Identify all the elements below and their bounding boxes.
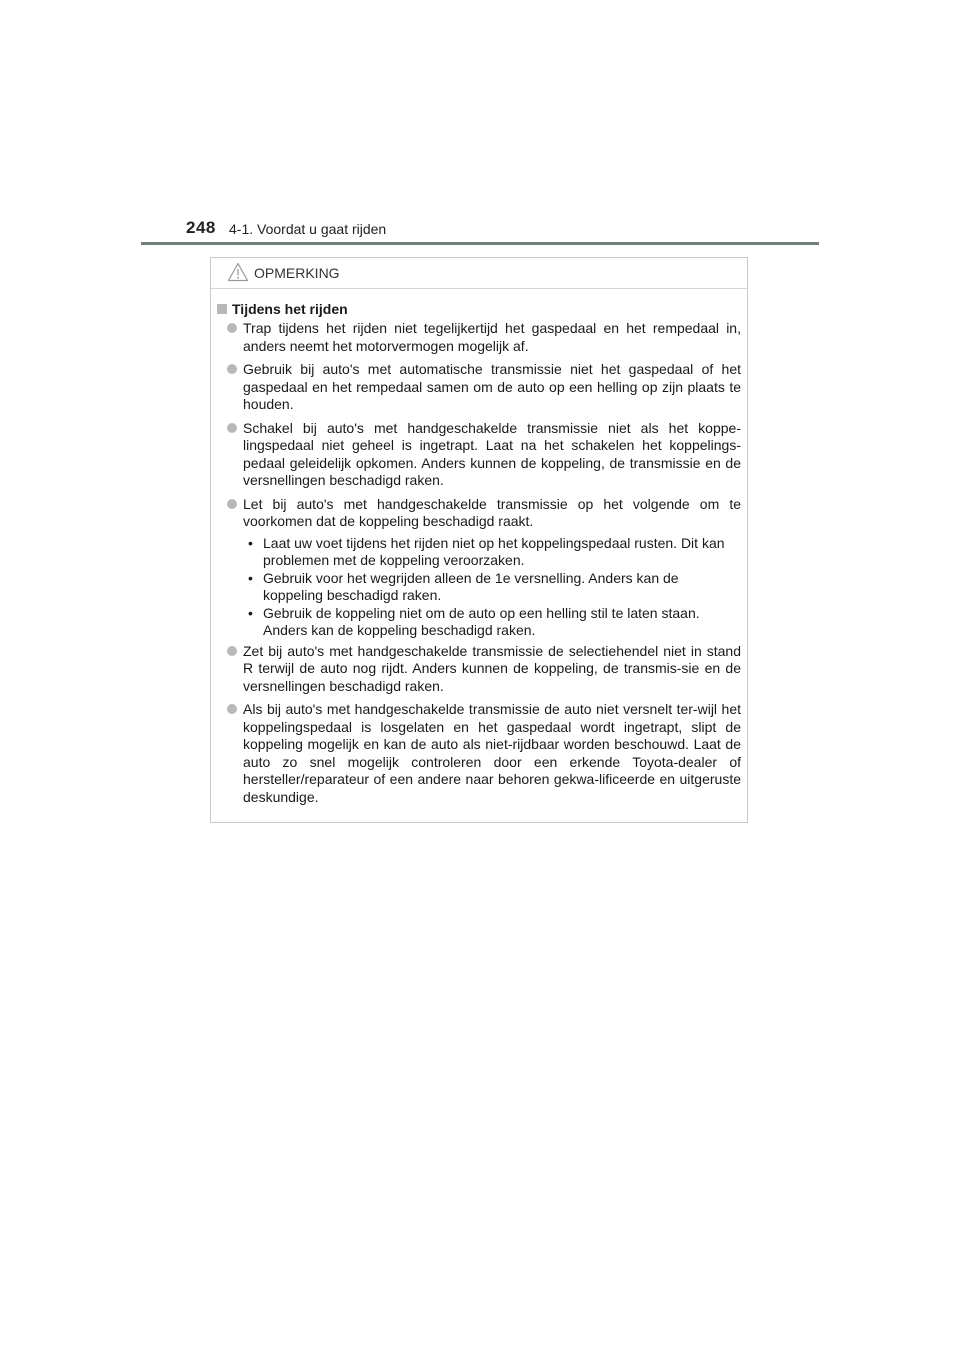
circle-bullet-icon [227,364,237,374]
dot-bullet: • [248,604,253,621]
subheading [217,301,741,318]
notice-box [210,257,748,823]
notice-header [211,258,747,289]
list-item [217,320,741,355]
page-number: 248 [186,218,216,237]
list-item [217,701,741,806]
list-item [217,361,741,414]
sub-list-item [217,535,741,570]
list-item-text: Let bij auto's met handgeschakelde transmissie op het volgende om te voorkomen dat de koppeling beschadigd raakt. [243,495,741,529]
circle-bullet-icon [227,499,237,509]
circle-bullet-icon [227,423,237,433]
warning-triangle-icon [227,262,249,282]
square-bullet-icon [217,304,227,314]
circle-bullet-icon [227,704,237,714]
sub-list-item [217,570,741,605]
section-title: 4-1. Voordat u gaat rijden [229,221,387,237]
circle-bullet-icon [227,323,237,333]
list-item-text: Zet bij auto's met handgeschakelde transmissie de selectiehendel niet in stand R terwijl de auto nog rijdt. Anders kunnen de koppeling, de transmis-sie en de versnellingen beschadigd raken. [243,642,741,694]
circle-bullet-icon [227,646,237,656]
dot-bullet: • [248,534,253,551]
list-item [217,496,741,531]
sub-list-item-text: Gebruik voor het wegrijden alleen de 1e versnelling. Anders kan de koppeling beschadigd raken. [263,569,679,603]
dot-bullet: • [248,569,253,586]
list-item-text: Schakel bij auto's met handgeschakelde transmissie niet als het koppe-lingspedaal niet geheel is ingetrapt. Laat na het schakelen het koppelings-pedaal geleidelijk opkomen. Anders kunnen de koppeling, de transmissie en de versnellingen beschadigd raken. [243,419,741,488]
list-item-text: Gebruik bij auto's met automatische transmissie niet het gaspedaal of het gaspedaal en het rempedaal samen om de auto op een helling op zijn plaats te houden. [243,361,741,412]
notice-label: OPMERKING [254,265,340,281]
list-item-text: Trap tijdens het rijden niet tegelijkertijd het gaspedaal en het rempedaal in, anders neemt het motorvermogen mogelijk af. [243,320,741,354]
list-item [217,420,741,490]
subheading-text: Tijdens het rijden [232,301,348,317]
header-rule [141,242,819,245]
sub-list-item [217,605,741,640]
list-item-text: Als bij auto's met handgeschakelde transmissie de auto niet versnelt ter-wijl het koppelingspedaal is losgelaten en het gaspedaal wordt ingetrapt, slipt de koppeling mogelijk en kan de auto als niet-rijdbaar worden beschouwd. Laat de auto zo snel mogelijk controleren door een erkende Toyota-dealer of hersteller/reparateur of een andere naar behoren gekwa-lificeerde en uitgeruste deskundige. [243,701,741,805]
sub-list-item-text: Gebruik de koppeling niet om de auto op een helling stil te laten staan. Anders kan de koppeling beschadigd raken. [263,604,700,638]
sub-list [217,535,741,640]
list-item [217,643,741,696]
notice-body [211,289,747,806]
sub-list-item-text: Laat uw voet tijdens het rijden niet op het koppelingspedaal rusten. Dit kan problemen met de koppeling veroorzaken. [263,534,725,568]
